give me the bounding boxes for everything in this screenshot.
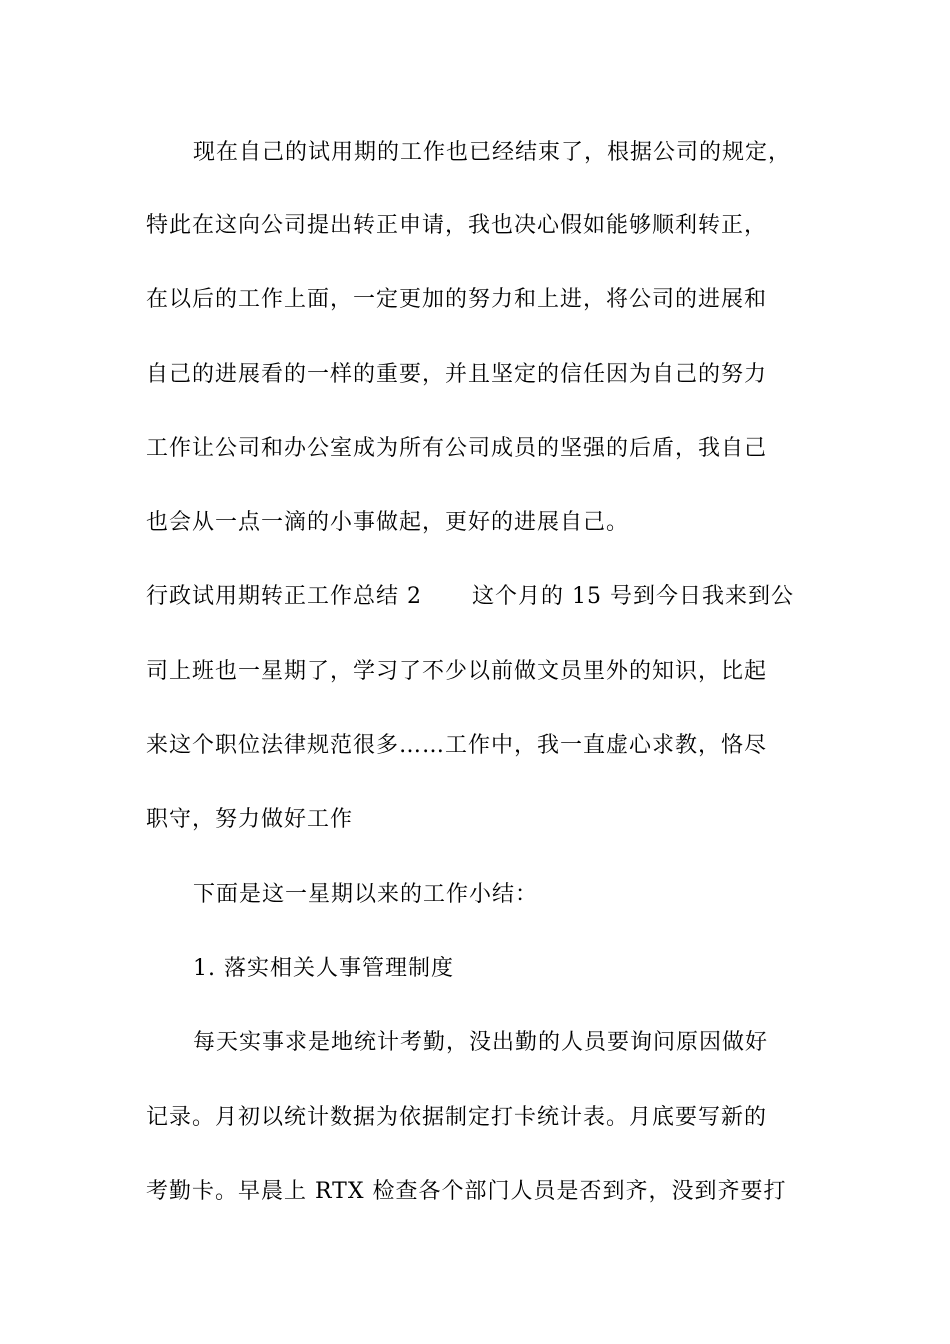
paragraph-1-line-3: 在以后的工作上面，一定更加的努力和上进，将公司的进展和	[146, 287, 768, 312]
paragraph-2-line-2: 司上班也一星期了，学习了不少以前做文员里外的知识，比起	[146, 659, 768, 684]
paragraph-1-line-4: 自己的进展看的一样的重要，并且坚定的信任因为自己的努力	[146, 362, 768, 387]
summary-intro: 下面是这一星期以来的工作小结：	[193, 882, 539, 907]
paragraph-2-line-4: 职守，努力做好工作	[146, 807, 354, 832]
paragraph-3-line-1: 每天实事求是地统计考勤，没出勤的人员要询问原因做好	[193, 1030, 769, 1055]
paragraph-3-line-2: 记录。月初以统计数据为依据制定打卡统计表。月底要写新的	[146, 1105, 768, 1130]
paragraph-1-line-6: 也会从一点一滴的小事做起，更好的进展自己。	[146, 510, 630, 535]
paragraph-2-line-1: 这个月的 15 号到今日我来到公	[472, 584, 794, 609]
paragraph-2-line-3: 来这个职位法律规范很多……工作中，我一直虚心求教，恪尽	[146, 733, 768, 758]
paragraph-1-line-1: 现在自己的试用期的工作也已经结束了，根据公司的规定，	[193, 140, 792, 165]
item-1-heading: 1. 落实相关人事管理制度	[193, 956, 454, 981]
section-title-line	[146, 582, 794, 612]
paragraph-1-line-5: 工作让公司和办公室成为所有公司成员的坚强的后盾，我自己	[146, 436, 768, 461]
paragraph-1-line-2: 特此在这向公司提出转正申请，我也决心假如能够顺利转正，	[146, 213, 768, 238]
section-title: 行政试用期转正工作总结 2	[146, 584, 422, 609]
paragraph-3-line-3: 考勤卡。早晨上 RTX 检查各个部门人员是否到齐，没到齐要打	[146, 1179, 787, 1204]
